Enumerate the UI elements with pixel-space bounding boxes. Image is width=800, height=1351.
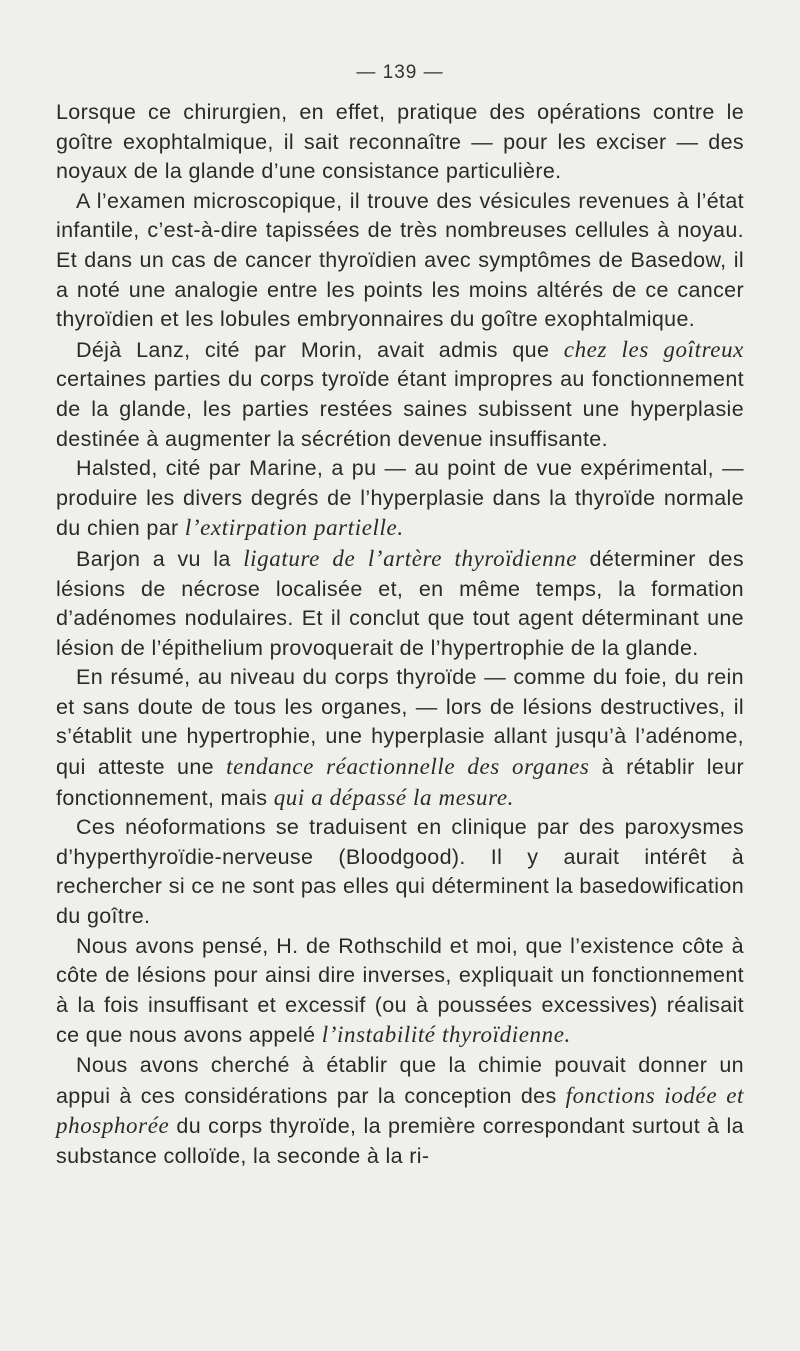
- italic-text: fonctions iodée et phosphorée: [56, 1082, 744, 1139]
- text-run: Déjà Lanz, cité par Morin, avait admis que: [76, 337, 564, 362]
- paragraph: [56, 932, 744, 1051]
- text-run: Halsted, cité par Marine, a pu — au point de vue expérimental, — produire les divers degrés de l’hyperplasie dans la thyroïde normale du chien par: [56, 456, 744, 541]
- body-text: [56, 98, 744, 1171]
- text-run: A l’examen microscopique, il trouve des vésicules revenues à l’état infantile, c’est-à-dire tapissées de très nombreuses cellules à noyau. Et dans un cas de cancer thyroïdien avec symptômes de Basedow, il a noté une analogie entre les points les moins altérés de ce cancer thyroïdien et les lobules embryonnaires du goître exophtalmique.: [56, 188, 744, 332]
- paragraph: [56, 663, 744, 813]
- paragraph: [56, 187, 744, 335]
- italic-text: l’extirpation partielle.: [184, 515, 404, 541]
- text-run: déterminer des lésions de nécrose localisée et, en même temps, la formation d’adénomes nodulaires. Et il conclut que tout agent déterminant une lésion de l’épithelium provoquerait de l’hypertrophie de la glande.: [56, 546, 744, 660]
- text-run: à rétablir leur fonctionnement, mais: [56, 755, 744, 810]
- italic-text: chez les goîtreux: [563, 336, 744, 362]
- paragraph: [56, 813, 744, 931]
- text-run: du corps thyroïde, la première correspondant surtout à la substance colloïde, la seconde à la ri-: [56, 1114, 744, 1168]
- italic-text: qui a dépassé la mesure.: [273, 784, 515, 810]
- text-run: En résumé, au niveau du corps thyroïde — comme du foie, du rein et sans doute de tous les organes, — lors de lésions destructives, il s’établit une hypertrophie, une hyperplasie allant jusqu’à l’adénome, qui atteste une: [56, 665, 744, 780]
- italic-text: l’instabilité thyroïdienne.: [321, 1022, 571, 1048]
- text-run: certaines parties du corps tyroïde étant impropres au fonctionnement de la glande, les parties restées saines subissent une hyperplasie destinée à augmenter la sécrétion devenue insuffisante.: [56, 367, 744, 451]
- paragraph: [56, 454, 744, 544]
- paragraph: [56, 1051, 744, 1171]
- page-number: — 139 —: [356, 62, 444, 83]
- italic-text: tendance réactionnelle des organes: [226, 754, 590, 780]
- text-run: Ces néoformations se traduisent en clinique par des paroxysmes d’hyperthyroïdie-nerveuse (Bloodgood). Il y aurait intérêt à rechercher si ce ne sont pas elles qui déterminent la basedowification du goître.: [56, 815, 744, 929]
- text-run: Nous avons pensé, H. de Rothschild et moi, que l’existence côte à côte de lésions pour ainsi dire inverses, expliquait un fonctionnement à la fois insuffisant et excessif (ou à poussées excessives) réalisait ce que nous avons appelé: [56, 933, 744, 1048]
- paragraph: [56, 335, 744, 454]
- text-run: Nous avons cherché à établir que la chimie pouvait donner un appui à ces considérations par la conception des: [56, 1053, 744, 1108]
- italic-text: ligature de l’artère thyroïdienne: [243, 545, 578, 571]
- paragraph: [56, 98, 744, 187]
- text-run: Barjon a vu la: [76, 546, 244, 571]
- paragraph: [56, 544, 744, 663]
- text-run: Lorsque ce chirurgien, en effet, pratique des opérations contre le goître exophtalmique, il sait reconnaître — pour les exciser — des noyaux de la glande d’une consistance particulière.: [56, 100, 744, 184]
